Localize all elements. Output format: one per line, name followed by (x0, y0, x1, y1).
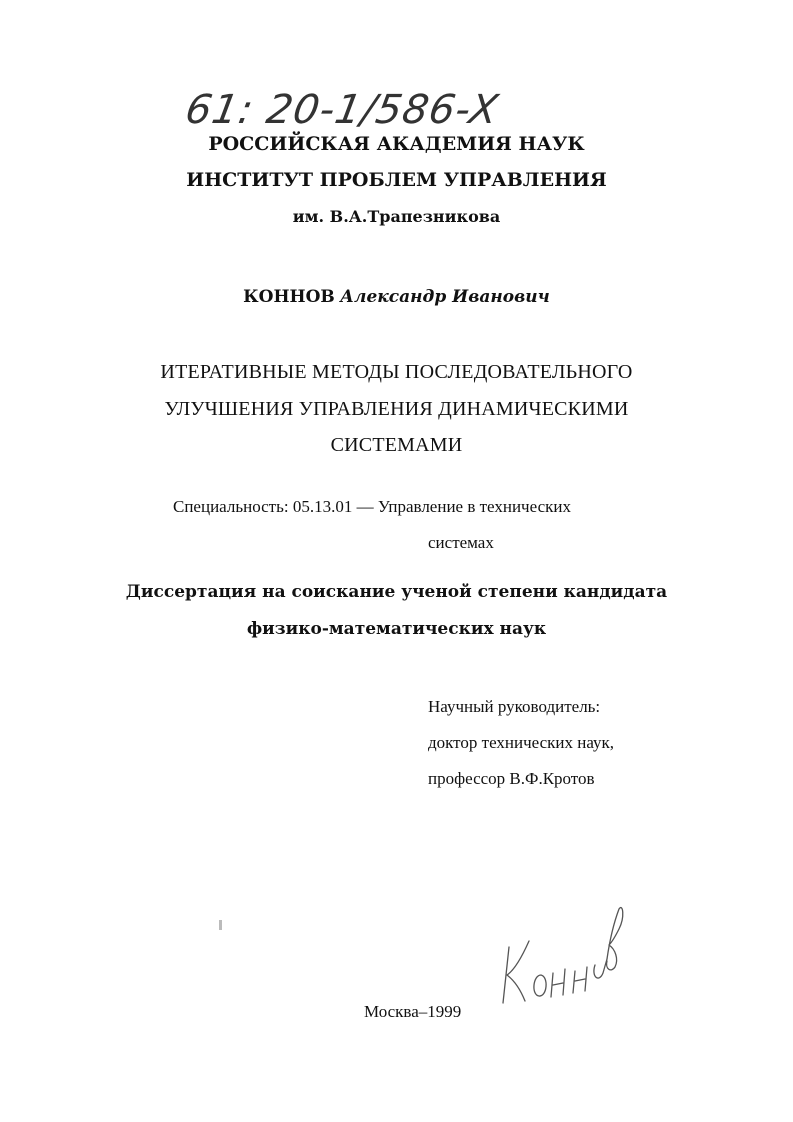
supervisor-degree: доктор технических наук, (428, 733, 615, 752)
handwritten-call-number: 61: 20-1/586-X (181, 87, 503, 133)
supervisor-name: профессор В.Ф.Кротов (428, 769, 595, 788)
specialty-line-1: Специальность: 05.13.01 — Управление в технических (173, 497, 571, 516)
title-line-2: УЛУЧШЕНИЯ УПРАВЛЕНИЯ ДИНАМИЧЕСКИМИ (164, 398, 629, 420)
author-given-names: Александр Иванович (340, 287, 550, 307)
institute-name: ИНСТИТУТ ПРОБЛЕМ УПРАВЛЕНИЯ (186, 169, 607, 191)
title-line-3: СИСТЕМАМИ (330, 434, 463, 456)
institute-named-after: им. В.А.Трапезникова (292, 207, 501, 226)
city-and-year: Москва–1999 (364, 1002, 462, 1021)
author-name (0, 287, 793, 307)
author-surname: КОННОВ (243, 287, 335, 307)
dissertation-line-1: Диссертация на соискание ученой степени кандидата (125, 582, 668, 602)
specialty-line-2: системах (428, 533, 494, 552)
supervisor-label: Научный руководитель: (428, 697, 601, 716)
dissertation-line-2: физико-математических наук (246, 619, 547, 639)
scan-speck (219, 920, 222, 930)
academy-name: РОССИЙСКАЯ АКАДЕМИЯ НАУК (208, 133, 585, 155)
title-line-1: ИТЕРАТИВНЫЕ МЕТОДЫ ПОСЛЕДОВАТЕЛЬНОГО (160, 361, 633, 383)
author-signature (495, 905, 630, 1010)
